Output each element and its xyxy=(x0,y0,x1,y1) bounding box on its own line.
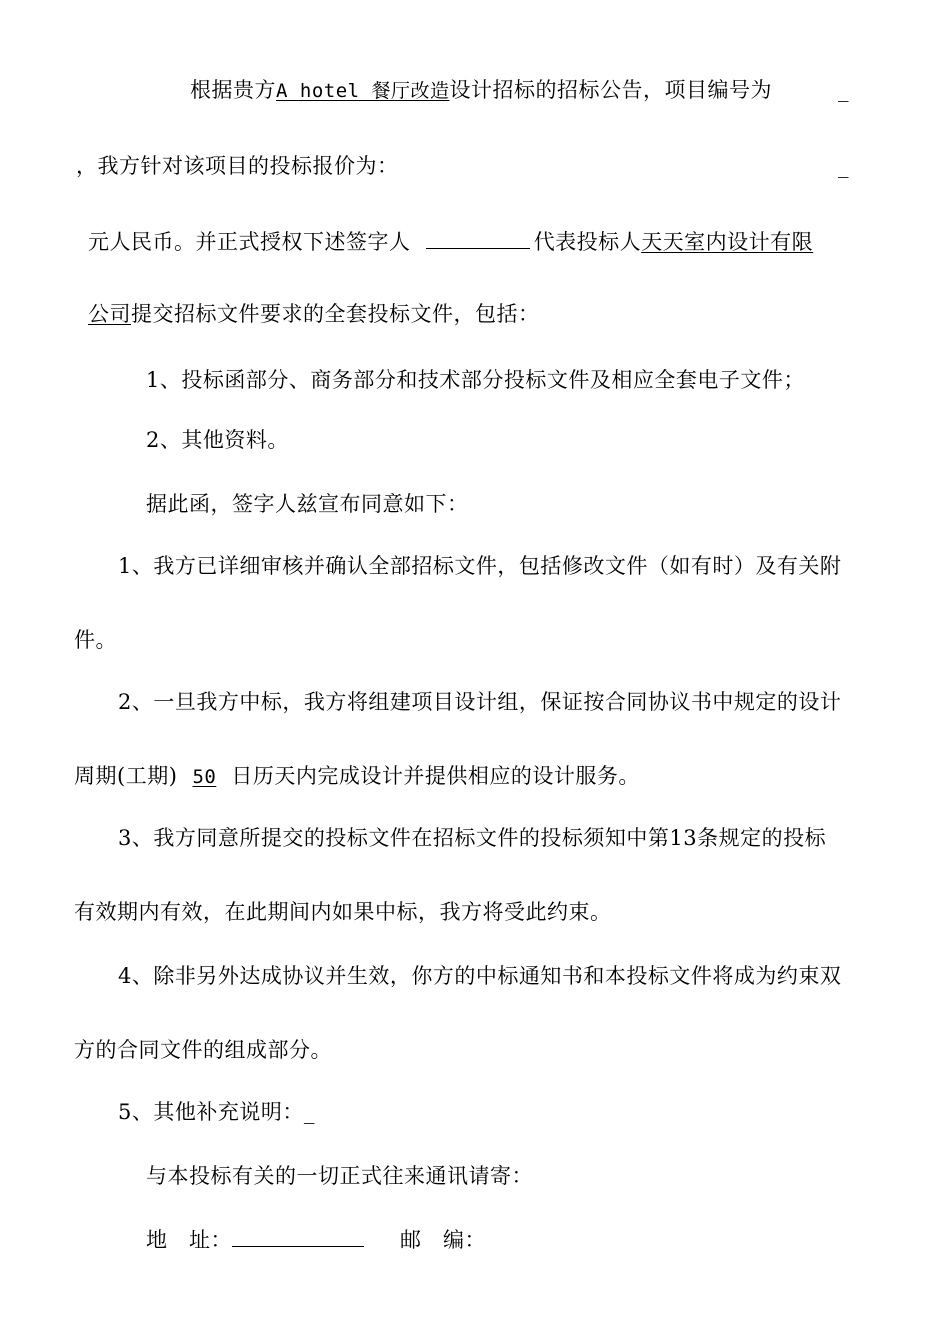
design-period-days-value: 50 xyxy=(192,766,217,788)
signatory-blank xyxy=(426,226,530,249)
intro-line-1 xyxy=(190,76,772,105)
intro-line-4 xyxy=(88,300,540,328)
design-period-suffix: 日历天内完成设计并提供相应的设计服务。 xyxy=(231,764,640,788)
postcode-label: 邮 编： xyxy=(400,1228,486,1252)
intro-suffix: 设计招标的招标公告，项目编号为 xyxy=(449,78,773,102)
bid-price-blank: _ xyxy=(838,154,849,178)
declaration-2-line-2 xyxy=(74,762,640,791)
project-number-blank: _ xyxy=(838,78,849,102)
bid-price-label: ，我方针对该项目的投标报价为： xyxy=(76,154,399,178)
supplement-label: 5、其他补充说明： xyxy=(118,1100,304,1124)
intro-line-2 xyxy=(76,152,399,180)
authorize-text: 元人民币。并正式授权下述签字人 xyxy=(88,230,411,254)
submit-text: 提交招标文件要求的全套投标文件，包括： xyxy=(131,302,540,326)
declaration-4-line-2: 方的合同文件的组成部分。 xyxy=(74,1038,332,1062)
intro-prefix: 根据贵方 xyxy=(190,78,276,102)
address-blank xyxy=(232,1224,364,1247)
declaration-3-line-1: 3、我方同意所提交的投标文件在招标文件的投标须知中第13条规定的投标 xyxy=(118,826,827,850)
document-item: 2、其他资料。 xyxy=(146,428,289,452)
represent-text: 代表投标人 xyxy=(533,230,642,254)
contact-intro: 与本投标有关的一切正式往来通讯请寄： xyxy=(146,1164,533,1188)
declaration-intro: 据此函，签字人兹宣布同意如下： xyxy=(146,492,469,516)
contact-line xyxy=(146,1224,486,1254)
declaration-1-line-1: 1、我方已详细审核并确认全部招标文件，包括修改文件（如有时）及有关附 xyxy=(118,554,842,578)
project-name: A hotel 餐厅改造 xyxy=(276,80,450,102)
design-period-days xyxy=(177,763,231,791)
bidder-name-part2: 公司 xyxy=(88,302,131,326)
intro-line-3 xyxy=(88,226,813,256)
document-item: 1、投标函部分、商务部分和技术部分投标文件及相应全套电子文件； xyxy=(146,368,805,392)
declaration-1-line-2: 件。 xyxy=(74,628,117,652)
bidder-name-part1: 天天室内设计有限 xyxy=(641,230,814,254)
declaration-5 xyxy=(118,1098,315,1126)
design-period-label: 周期(工期) xyxy=(74,764,178,788)
declaration-4-line-1: 4、除非另外达成协议并生效，你方的中标通知书和本投标文件将成为约束双 xyxy=(118,964,842,988)
address-label: 地 址： xyxy=(146,1228,232,1252)
supplement-blank: _ xyxy=(303,1100,315,1124)
declaration-3-line-2: 有效期内有效，在此期间内如果中标，我方将受此约束。 xyxy=(74,900,612,924)
declaration-2-line-1: 2、一旦我方中标，我方将组建项目设计组，保证按合同协议书中规定的设计 xyxy=(118,690,842,714)
